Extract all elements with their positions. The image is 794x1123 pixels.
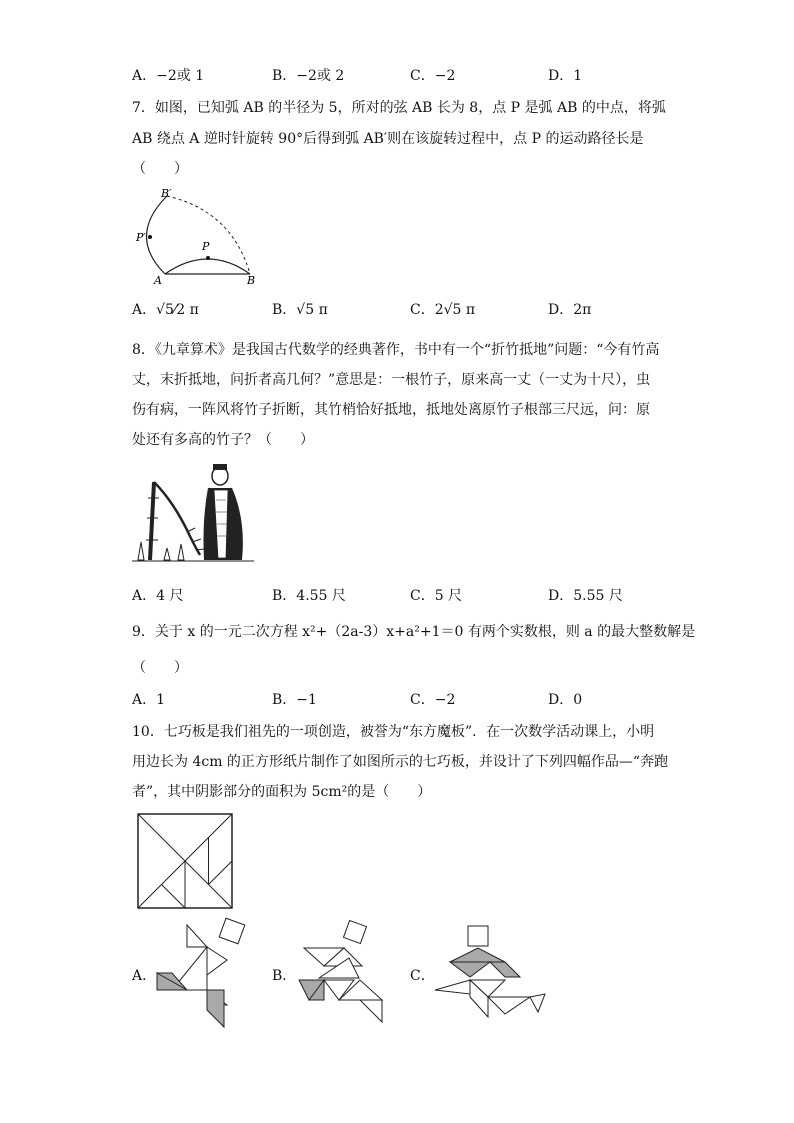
q9-text-line-2: （ ） — [132, 660, 188, 676]
q10-option-a-label: A． — [132, 968, 157, 984]
q8-option-d: D．5.55 尺 — [548, 588, 623, 604]
q10-option-b-label: B． — [272, 968, 297, 984]
q6-option-c: C．−2 — [410, 68, 456, 84]
label-b: B — [247, 274, 256, 287]
label-a: A — [154, 274, 162, 287]
runner-figure-a — [152, 915, 257, 1033]
tangram-square-figure — [136, 812, 236, 912]
q9-option-a: A．1 — [132, 692, 166, 708]
q8-option-c: C．5 尺 — [410, 588, 463, 604]
q8-text-line-3: 伤有病，一阵风将竹子折断，其竹梢恰好抵地，抵地处离原竹子根部三尺远，问：原 — [132, 402, 650, 418]
q7-text-line-1: 7．如图，已知弧 AB 的半径为 5，所对的弦 AB 长为 8，点 P 是弧 AB 的中点，将弧 — [132, 100, 666, 116]
q9-option-c: C．−2 — [410, 692, 456, 708]
q9-option-b: B．−1 — [272, 692, 317, 708]
q10-text-line-3: 者”，其中阴影部分的面积为 5cm²的是（ ） — [132, 784, 432, 800]
q7-text-line-2: AB 绕点 A 逆时针旋转 90°后得到弧 AB′则在该旋转过程中，点 P 的运动路径长是 — [132, 131, 644, 147]
label-p: P — [202, 240, 210, 253]
q7-option-d: D．2π — [548, 302, 592, 318]
q8-text-line-1: 8．《九章算术》是我国古代数学的经典著作，书中有一个“折竹抵地”问题：“今有竹高 — [132, 342, 660, 358]
runner-figure-b — [294, 918, 394, 1026]
q8-option-a: A．4 尺 — [132, 588, 184, 604]
q7-option-a: A．√5⁄2 π — [132, 302, 199, 318]
q8-option-b: B．4.55 尺 — [272, 588, 346, 604]
runner-figure-c — [430, 922, 550, 1022]
q7-arc-figure — [132, 186, 262, 288]
label-p-prime: P′ — [136, 231, 146, 244]
label-b-prime: B′ — [161, 187, 172, 200]
q10-text-line-2: 用边长为 4cm 的正方形纸片制作了如图所示的七巧板，并设计了下列四幅作品—“奔跑 — [132, 754, 669, 770]
q8-text-line-2: 丈，末折抵地，问折者高几何？”意思是：一根竹子，原来高一丈（一丈为十尺），虫 — [132, 372, 651, 388]
bamboo-scholar-illustration — [132, 460, 262, 570]
q10-text-line-1: 10．七巧板是我们祖先的一项创造，被誉为“东方魔板”．在一次数学活动课上，小明 — [132, 724, 655, 740]
q7-option-b: B．√5 π — [272, 302, 328, 318]
q9-option-d: D．0 — [548, 692, 583, 708]
q6-option-d: D．1 — [548, 68, 583, 84]
q8-text-line-4: 处还有多高的竹子？（ ） — [132, 432, 314, 448]
q6-option-b: B．−2或 2 — [272, 68, 345, 84]
q7-text-line-3: （ ） — [132, 161, 188, 177]
q9-text-line-1: 9．关于 x 的一元二次方程 x²+（2a-3）x+a²+1＝0 有两个实数根，则 a 的最大整数解是 — [132, 624, 696, 640]
q10-option-c-label: C． — [410, 968, 435, 984]
q7-option-c: C．2√5 π — [410, 302, 476, 318]
q6-option-a: A．−2或 1 — [132, 68, 205, 84]
